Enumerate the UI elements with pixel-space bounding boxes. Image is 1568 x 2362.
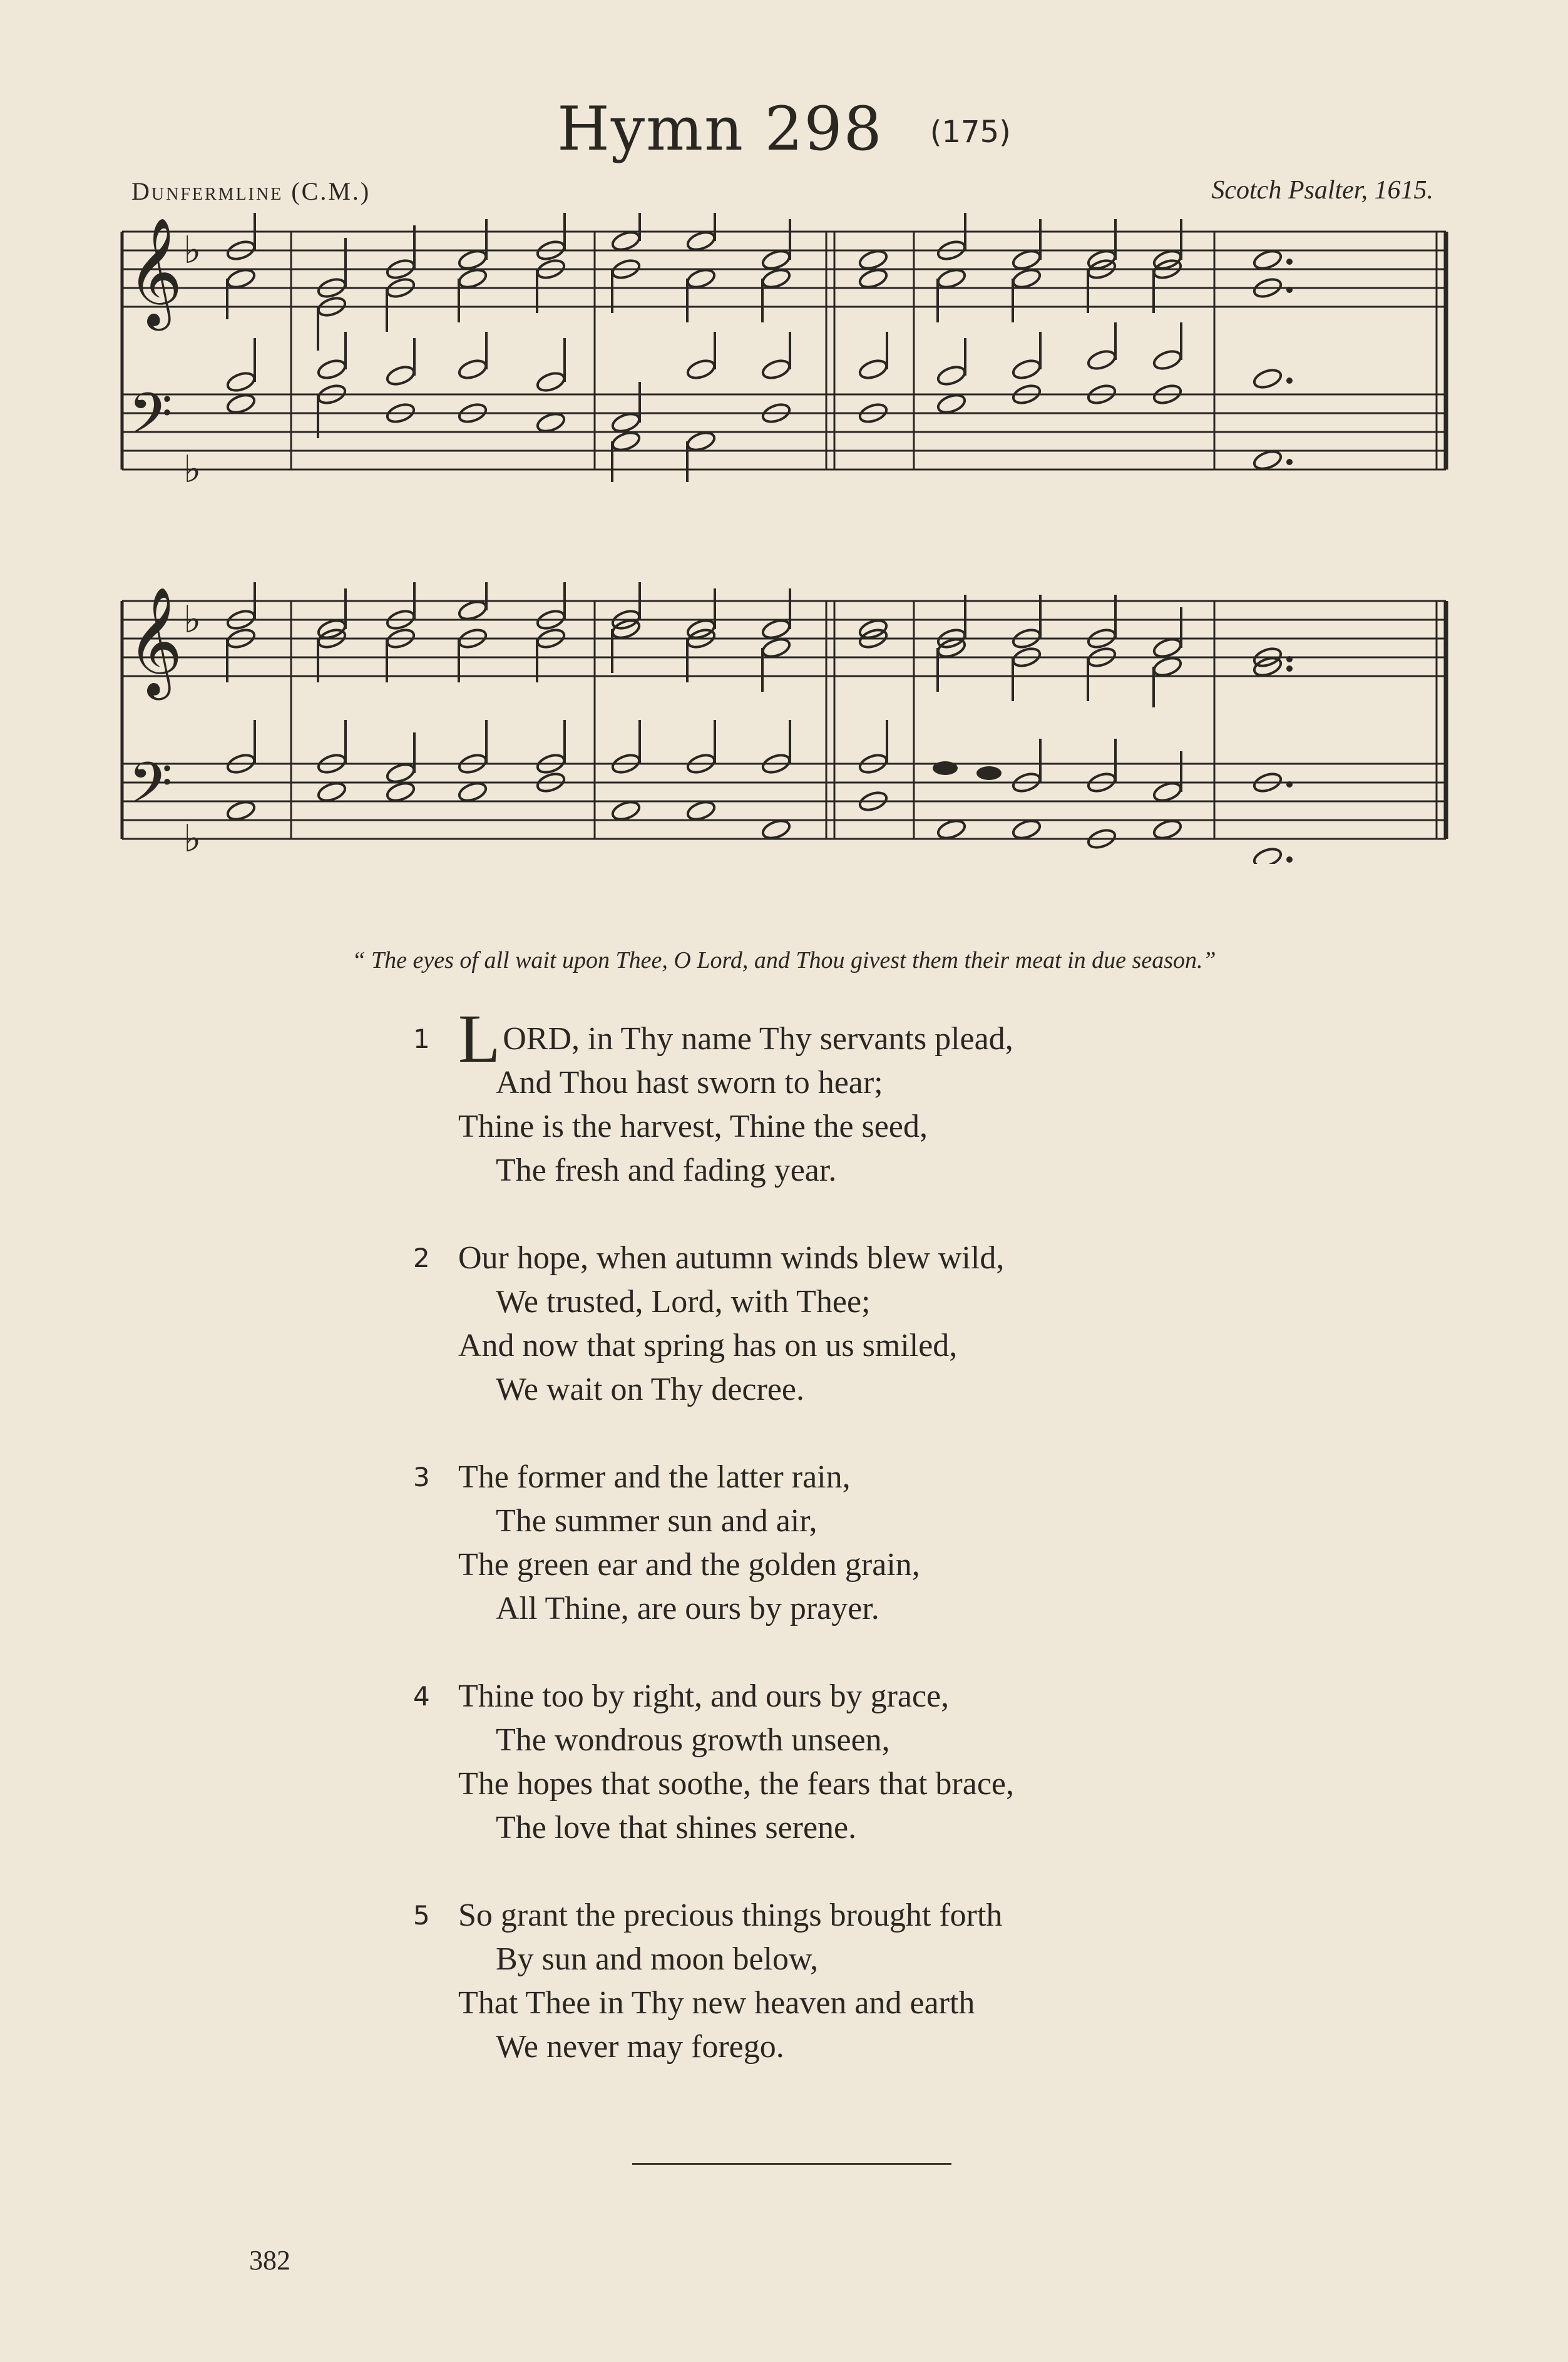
verse-line: Thine too by right, and ours by grace, — [458, 1678, 950, 1714]
verse-line: The love that shines serene. — [496, 1810, 857, 1846]
verse-line: All Thine, are ours by prayer. — [496, 1591, 879, 1626]
verse-line: We wait on Thy decree. — [496, 1372, 804, 1407]
end-rule — [632, 2163, 951, 2165]
music-system-1 — [116, 213, 1452, 495]
page-number: 382 — [249, 2245, 290, 2276]
svg-text:𝄞: 𝄞 — [127, 587, 183, 696]
verse-line: So grant the precious things brought forth — [458, 1897, 1003, 1933]
verse-line: And Thou hast sworn to hear; — [496, 1065, 883, 1101]
verse-1 — [413, 1000, 1227, 1193]
svg-text:♭: ♭ — [183, 598, 202, 642]
verse-number: 1 — [413, 1024, 430, 1054]
verse-line: The wondrous growth unseen, — [496, 1722, 890, 1758]
verses — [413, 1000, 1227, 2113]
hymn-alt-number: (175) — [930, 115, 1011, 150]
verse-number: 2 — [413, 1243, 430, 1273]
verse-5 — [413, 1894, 1227, 2069]
tune-name: Dunfermline (C.M.) — [131, 177, 371, 205]
verse-line: We trusted, Lord, with Thee; — [496, 1284, 871, 1320]
verse-line: The hopes that soothe, the fears that brace, — [458, 1766, 1014, 1802]
tune-source: Scotch Psalter, 1615. — [1211, 176, 1433, 205]
verse-line: We never may forego. — [496, 2029, 784, 2065]
svg-text:𝄢: 𝄢 — [128, 381, 173, 461]
verse-line: Our hope, when autumn winds blew wild, — [458, 1240, 1005, 1276]
verse-line: Thine is the harvest, Thine the seed, — [458, 1109, 928, 1144]
music-system-2 — [116, 582, 1452, 864]
svg-text:𝄞: 𝄞 — [127, 217, 183, 326]
verse-line: ORD, in Thy name Thy servants plead, — [503, 1021, 1013, 1057]
verse-line: The fresh and fading year. — [496, 1153, 837, 1188]
hymn-title: Hymn 298 — [557, 94, 883, 164]
svg-text:𝄢: 𝄢 — [128, 750, 173, 830]
drop-cap: L — [458, 1000, 501, 1077]
verse-number: 3 — [413, 1462, 430, 1492]
verse-number: 4 — [413, 1681, 430, 1712]
hymn-title-row — [0, 94, 1568, 164]
verse-3 — [413, 1456, 1227, 1631]
verse-line: The summer sun and air, — [496, 1503, 817, 1539]
verse-line: That Thee in Thy new heaven and earth — [458, 1985, 975, 2021]
verse-line: The green ear and the golden grain, — [458, 1547, 920, 1583]
verse-number: 5 — [413, 1900, 430, 1931]
verse-2 — [413, 1236, 1227, 1412]
music-score-2 — [116, 582, 1452, 864]
verse-line: The former and the latter rain, — [458, 1459, 851, 1495]
verse-line: By sun and moon below, — [496, 1941, 819, 1977]
music-score-1 — [116, 213, 1452, 495]
svg-text:♭: ♭ — [183, 817, 202, 861]
verse-line: And now that spring has on us smiled, — [458, 1328, 958, 1363]
verse-4 — [413, 1675, 1227, 1850]
svg-text:♭: ♭ — [183, 448, 202, 491]
svg-text:♭: ♭ — [183, 228, 202, 272]
epigraph: “ The eyes of all wait upon Thee, O Lord, and Thou givest them their meat in due season.” — [352, 947, 1216, 973]
